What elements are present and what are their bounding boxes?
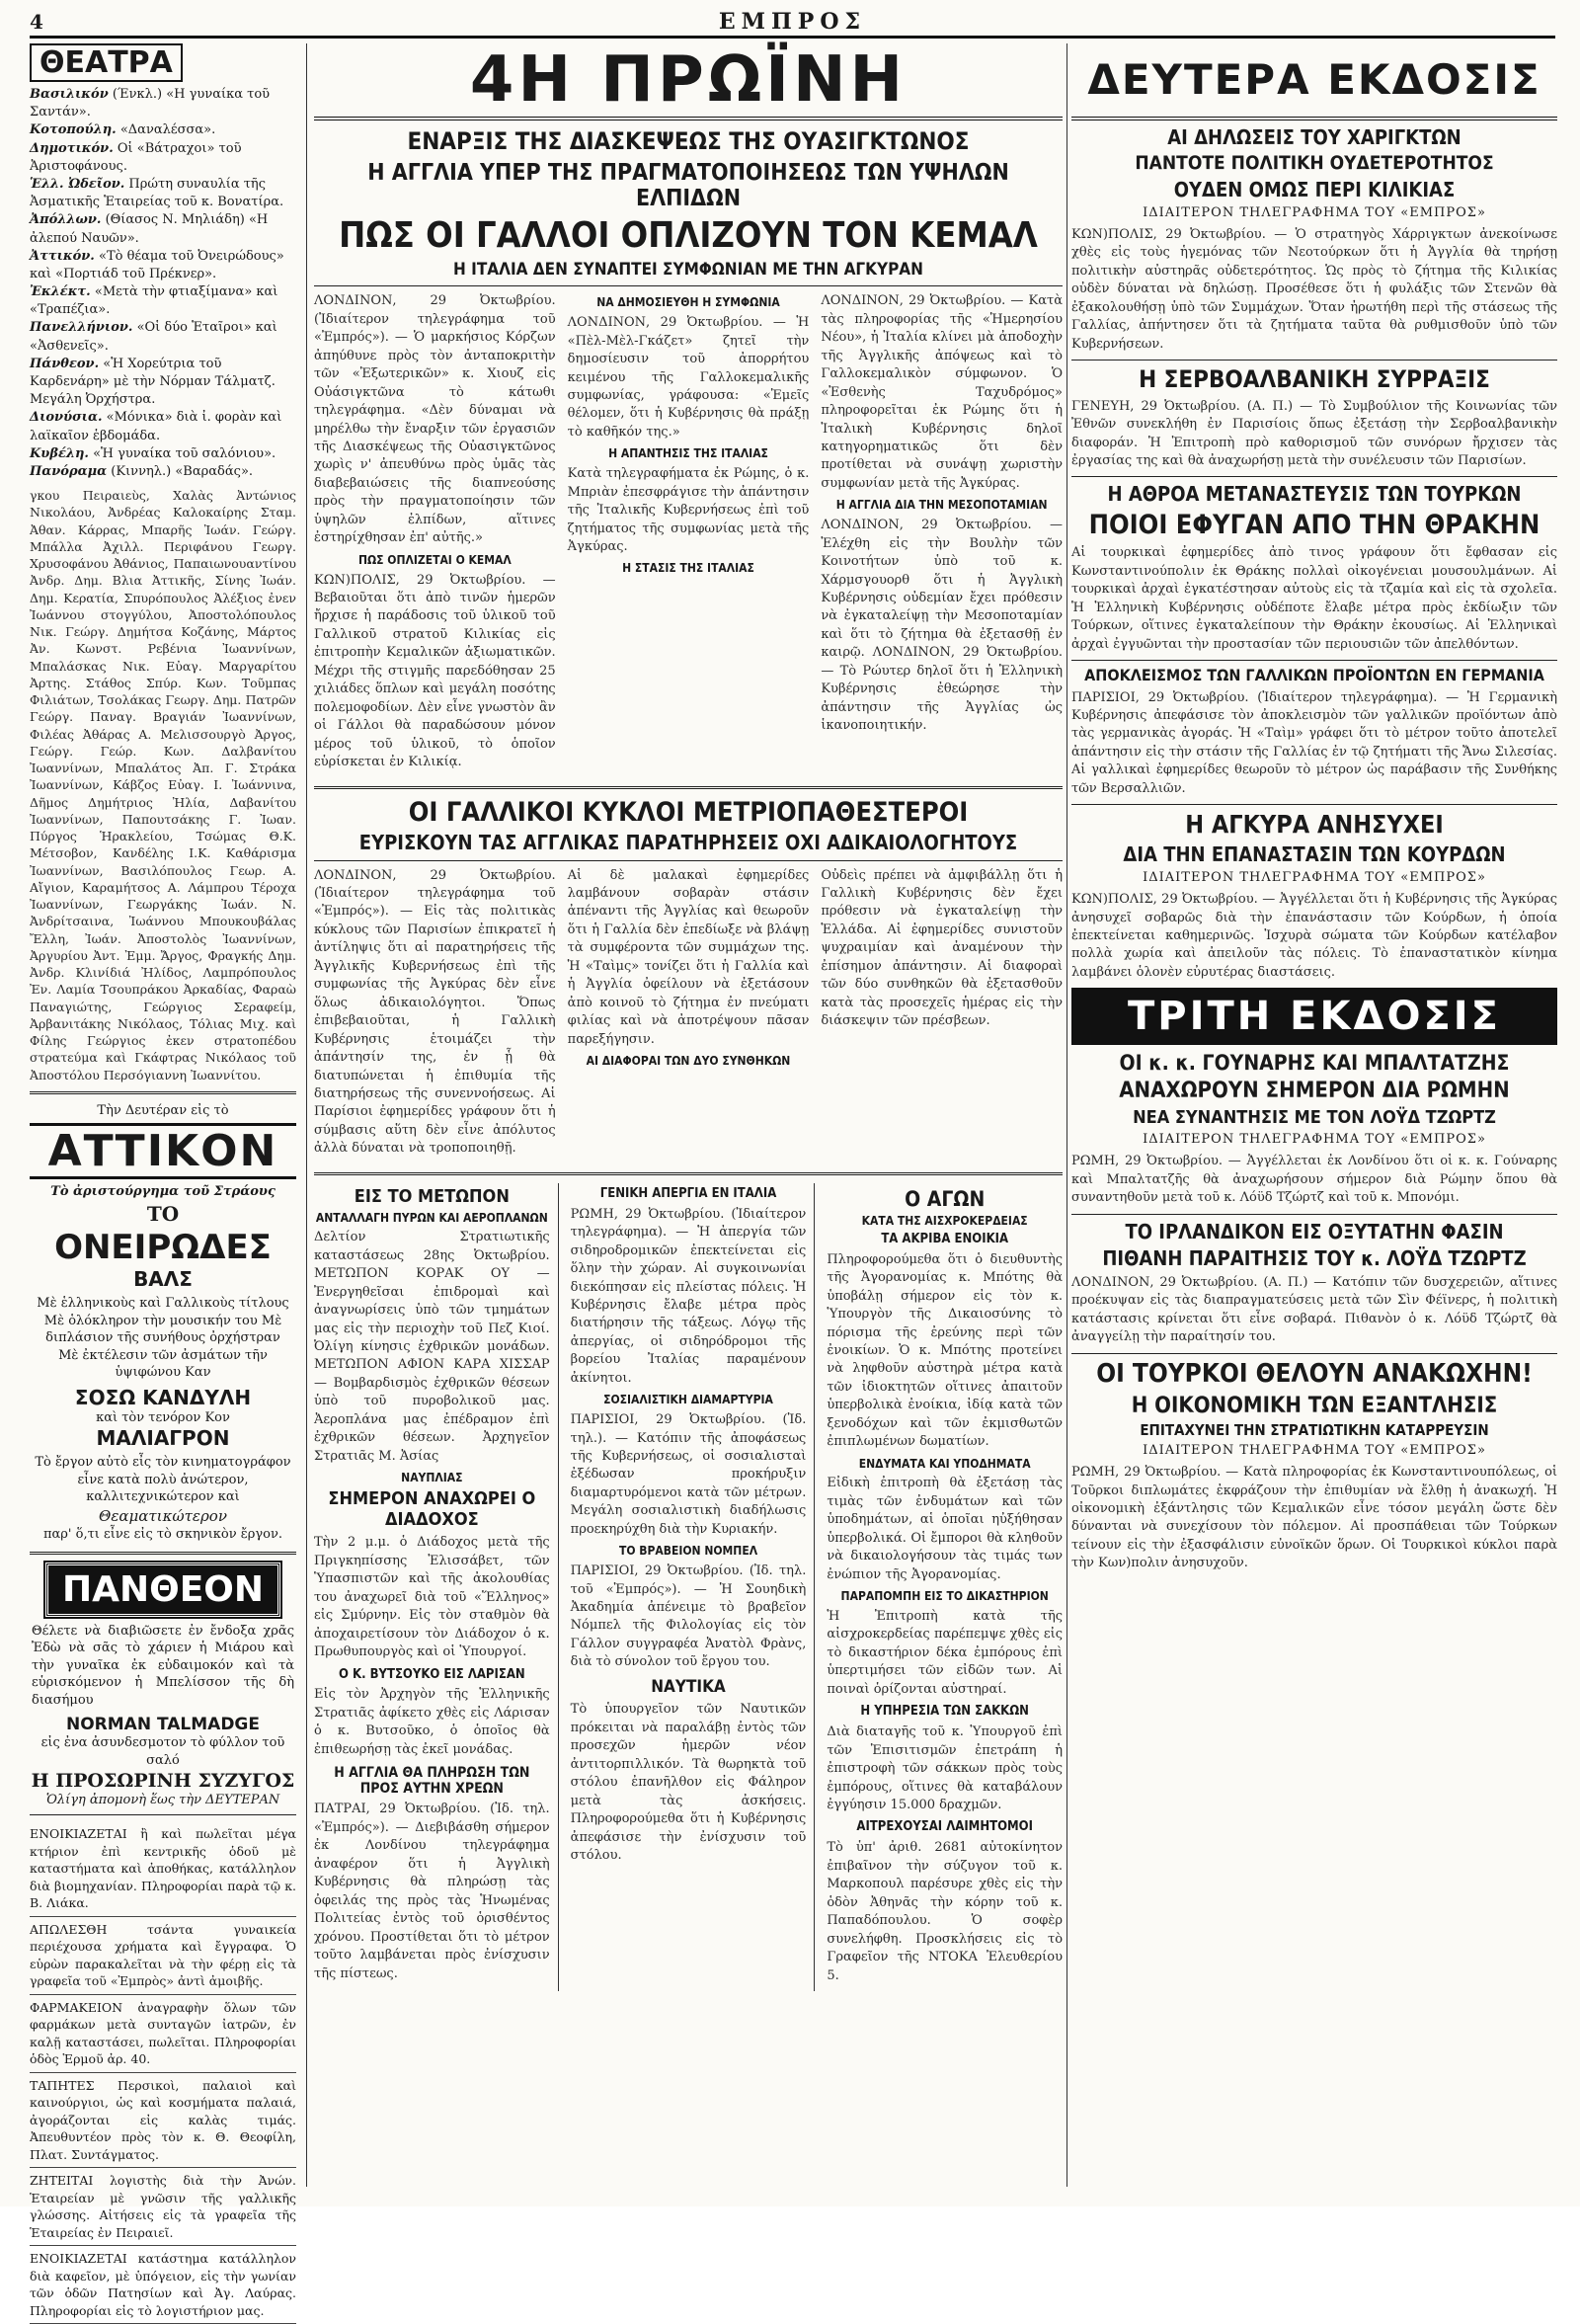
lead-text-1: ΛΟΝΔΙΝΟΝ, 29 Ὀκτωβρίου. (Ἰδιαίτερον τηλεγράφημα τοῦ «Ἐμπρός»). — Ὁ μαρκήσιος Κόρζων ἀπηύθυνε πρὸς τὸν ἀνταποκριτὴν τῶν «Ἐξωτερικῶν» κ. Χιουζ εἰς Οὐάσιγκτῶνα τὸ κάτωθι τηλεγράφημα. «Δὲν δύναμαι νὰ μηρέλθω τὴν ἔναρξιν τῶν ἐργασιῶν τῆς Διασκέψεως τῆς Οὐασιγκτῶνος χωρὶς ν' ἀπευθύνω πρὸς ὑμᾶς τὰς διαβεβαιώσεις τῆς διαπνεούσης πρὸς τὴν πραγματοποίησιν τῶν ὑψηλῶν ἐλπίδων, αἵτινες ἐστηρίχθησαν ἐπ' αὐτῆς.» <box>314 293 556 546</box>
theatres-heading: ΘΕΑΤΡΑ <box>30 43 183 82</box>
theatre-show: «Δαναλέσσα». <box>119 122 216 138</box>
theatre-listing <box>30 463 296 481</box>
theatre-show: (Ένκλ.) «Η γυναίκα τοῦ Σαντάν». <box>30 87 271 120</box>
strike-text: ΡΩΜΗ, 29 Ὀκτωβρίου. (Ἰδιαίτερον τηλεγράφημα). — Ἡ ἀπεργία τῶν σιδηροδρομικῶν ἐπεκτείνεται εἰς ὅλην τὴν χώραν. Αἱ συγκοινωνίαι διεκόπησαν εἰς πλείστας πόλεις. Ἡ Κυβέρνησις ἔλαβε μέτρα πρὸς διατήρησιν τῆς τάξεως. Λόγῳ τῆς ἀπεργίας, οἱ σιδηρόδρομοι τῆς βορείου Ἰταλίας παραμένουν ἀκίνητοι. <box>570 1206 807 1386</box>
pantheon-when: Ὁλίγη ἀπομονὴ ἕως τὴν ΔΕΥΤΕΡΑΝ <box>45 1792 280 1807</box>
t3-text: ΡΩΜΗ, 29 Ὀκτωβρίου. — Ἀγγέλλεται ἐκ Λονδίνου ὅτι οἱ κ. κ. Γούναρης καὶ Μπαλτατζῆς θὰ ἀναχωρήσουν σήμερον διὰ Ρώμην ὅπου θὰ συναντηθοῦν μετὰ τοῦ κ. Λόϋδ Τζώρτζ καὶ τοῦ κ. Μπονόμι. <box>1071 1154 1557 1206</box>
press-text-c: Οὐδεὶς πρέπει νὰ ἀμφιβάλλῃ ὅτι ἡ Γαλλικὴ Κυβέρνησις δὲν ἔχει πρόθεσιν νὰ ἐγκαταλείψῃ τὴν Ἑλλάδα. Αἱ ἐφημερίδες συνιστοῦν ψυχραιμίαν καὶ ἀναμένουν τὴν ἐπίσημον ἀπάντησιν. Αἱ διαφοραὶ τῶν δύο συνθηκῶν θὰ ἐξετασθοῦν κατὰ τὰς προσεχεῖς ἡμέρας εἰς τὴν διάσκεψιν τῶν πρέσβεων. <box>821 867 1064 1029</box>
press-story <box>314 867 1063 1164</box>
second-edition-banner: ΔΕΥΤΕΡΑ ΕΚΔΟΣΙΣ <box>1071 43 1557 120</box>
ank-title: Η ΑΓΚΥΡΑ ΑΝΗΣΥΧΕΙ <box>1185 810 1444 840</box>
front-subtitle: ΑΝΤΑΛΛΑΓΗ ΠΥΡΩΝ ΚΑΙ ΑΕΡΟΠΛΑΝΩΝ <box>315 1210 548 1225</box>
subhead-meso: Η ΑΓΓΛΙΑ ΔΙΑ ΤΗΝ ΜΕΣΟΠΟΤΑΜΙΑΝ <box>835 498 1048 513</box>
agon-subtitle-2: ΤΑ ΑΚΡΙΒΑ ΕΝΟΙΚΙΑ <box>881 1231 1009 1246</box>
pay-title: Η ΑΓΓΛΙΑ ΘΑ ΠΛΗΡΩΣΗ ΤΩΝ ΠΡΟΣ ΑΥΤΗΝ ΧΡΕΩΝ <box>334 1765 530 1798</box>
emig-text: Αἱ τουρκικαὶ ἐφημερίδες ἀπὸ τινος γράφουν ὅτι ἔφθασαν εἰς Κωνσταντινούπολιν ἐκ Θράκης πολλαὶ οἰκογένειαι μουσουλμάνων. Αἱ τουρκικαὶ ἀρχαὶ ἐγκατέστησαν αὐτοὺς εἰς τὰ τζαμία καὶ εἰς τὰ σχολεῖα. Ἡ Ἑλληνικὴ Κυβέρνησις οὐδέποτε ἔλαβε μέτρα πρὸς ἐκδίωξιν τῶν Τούρκων, οἵτινες ἐγκαταλείπουν τὴν Θράκην ἐκουσίως. Αἱ Ἑλληνικαὶ ἀρχαὶ ἐγγυῶνται τὴν προστασίαν τῶν περιουσιῶν τῶν ἀπελθόντων. <box>1071 545 1557 652</box>
subhead-publish: ΝΑ ΔΗΜΟΣΙΕΥΘΗ Η ΣΥΜΦΩΝΙΑ <box>596 295 780 310</box>
theatre-name: Ἑλλ. Ὠδεῖον. <box>30 176 125 192</box>
agon-subtitle-4: ΠΑΡΑΠΟΜΠΗ ΕΙΣ ΤΟ ΔΙΚΑΣΤΗΡΙΟΝ <box>840 1589 1049 1604</box>
headline-2: Η ΑΓΓΛΙΑ ΥΠΕΡ ΤΗΣ ΠΡΑΓΜΑΤΟΠΟΙΗΣΕΩΣ ΤΩΝ ΥΨΗΛΩΝ ΕΛΠΙΔΩΝ <box>367 159 1009 212</box>
ire-title-2: ΠΙΘΑΝΗ ΠΑΡΑΙΤΗΣΙΣ ΤΟΥ κ. ΛΟΫΔ ΤΖΩΡΤΖ <box>1102 1245 1527 1270</box>
pantheon-star: NORMAN TALMADGE <box>65 1715 260 1735</box>
naval-text: Τὸ ὑπουργεῖον τῶν Ναυτικῶν πρόκειται νὰ παραλάβῃ ἐντὸς τῶν προσεχῶν ἡμερῶν νέον ἀντιτορπιλλικόν. Τὰ θωρηκτὰ τοῦ στόλου ἐπανῆλθον εἰς Φάληρον μετὰ τὰς ἀσκήσεις. Πληροφορούμεθα ὅτι ἡ Κυβέρνησις ἀπεφάσισε τὴν ἐνίσχυσιν τοῦ στόλου. <box>570 1702 807 1863</box>
front-text: Δελτίον Στρατιωτικῆς καταστάσεως 28ης Ὀκτωβρίου. ΜΕΤΩΠΟΝ ΚΟΡΑΚ ΟΥ — Ἐνεργηθεῖσαι ἐπιδρομαὶ καὶ ἀναγνωρίσεις ὑπὸ τῶν τμημάτων μας εἰς τὴν περιοχὴν τοῦ Πεζ Κιοί. Ὀλίγη κίνησις ἐχθρικῶν μονάδων. ΜΕΤΩΠΟΝ ΑΦΙΟΝ ΚΑΡΑ ΧΙΣΣΑΡ — Βομβαρδισμὸς ἐχθρικῶν θέσεων ὑπὸ τοῦ πυροβολικοῦ μας. Ἀεροπλάνα μας ἐπέδραμον ἐπὶ ἐχθρικῶν θέσεων. Ἀρχηγεῖον Στρατιᾶς Μ. Ἀσίας <box>314 1230 550 1464</box>
attikon-desc: Μὲ ἑλληνικοὺς καὶ Γαλλικοὺς τίτλους Μὲ ὁλόκληρον τὴν μουσικήν του Μὲ διπλάσιον τῆς συνήθους ὀρχήστραν Μὲ ἐκτέλεσιν τῶν ἀσμάτων τῆν ὑψιφώνου Καν <box>37 1295 289 1381</box>
classified-ad: ΤΑΠΗΤΕΣ Περσικοὶ, παλαιοὶ καὶ καινούργιοι, ὡς καὶ κοσμήματα παλαιά, ἀγοράζονται εἰς καλὰς τιμάς. Ἀπευθυντέον πρὸς τὸν κ. Θ. Θεοφίλη, Πλατ. Συντάγματος. <box>30 2073 296 2169</box>
pantheon-desc: Θέλετε νὰ διαβιῶσετε ἐν ἔνδοξα χρᾶς Ἐδὼ νὰ σᾶς τὸ χάριεν ἡ Μιάρου καὶ τὴν γυναῖκα ἐκ εὐδαιμοκόν καὶ τὰ εὑρισκόμενον ἡ Μπελίσσον τῆς δὴ διασήμου <box>32 1623 294 1708</box>
pantheon-line: εἰς ἐνα ἀσυνδεσμοτον τὸ φύλλον τοῦ σαλό <box>40 1735 285 1768</box>
emig-title: Η ΑΘΡΟΑ ΜΕΤΑΝΑΣΤΕΥΣΙΣ ΤΩΝ ΤΟΥΡΚΩΝ <box>1107 482 1522 507</box>
r-headline-2: ΠΑΝΤΟΤΕ ΠΟΛΙΤΙΚΗ ΟΥΔΕΤΕΡΟΤΗΤΟΣ <box>1135 152 1494 174</box>
theatre-name: Ἐκλέκτ. <box>30 284 91 300</box>
edition-banner: 4Η ΠΡΩΪΝΗ <box>314 43 1063 120</box>
agon-title: Ο ΑΓΩΝ <box>905 1186 986 1211</box>
naval-title: ΝΑΥΤΙΚΑ <box>651 1676 726 1697</box>
front-title: ΕΙΣ ΤΟ ΜΕΤΩΠΟΝ <box>354 1185 510 1207</box>
theatre-name: Κοτοπούλη. <box>30 122 117 138</box>
emig-title-2: ΠΟΙΟΙ ΕΦΥΓΑΝ ΑΠΟ ΤΗΝ ΘΡΑΚΗΝ <box>1088 510 1540 541</box>
attikon-name: ΑΤΤΙΚΟΝ <box>30 1123 296 1179</box>
lead-text-2: ΚΩΝ)ΠΟΛΙΣ, 29 Ὀκτωβρίου. — Βεβαιοῦται ὅτι ἀπὸ τινῶν ἡμερῶν ἤρχισε ἡ παράδοσις τοῦ ὑλικοῦ τοῦ Γαλλικοῦ στρατοῦ Κιλικίας εἰς ἐπιτροπὴν Κεμαλικῶν ἀξιωματικῶν. Μέχρι τῆς στιγμῆς παρεδόθησαν 25 χιλιάδες ὅπλων καὶ μεγάλη ποσότης πολεμοφοδίων. Δὲν εἶνε γνωστὸν ἂν οἱ Γάλλοι θὰ παραδώσουν μόνον μέρος τοῦ ὑλικοῦ, τὸ ὁποῖον εὑρίσκεται ἐν Κιλικίᾳ. <box>314 572 556 770</box>
pantheon-ad <box>30 1563 296 1808</box>
pantheon-logo: ΠΑΝΘΕΟΝ <box>45 1563 280 1617</box>
classified-ad: ΕΝΟΙΚΙΑΖΕΤΑΙ κατάστημα κατάλληλον διὰ καφεῖον, μὲ ὑπόγειον, εἰς τὴν γωνίαν τῶν ὁδῶν Πατησίων καὶ Ἀγ. Λαύρας. Πληροφορίαι εἰς τὸ λογιστήριον μας. <box>30 2246 296 2324</box>
ank-text: ΚΩΝ)ΠΟΛΙΣ, 29 Ὀκτωβρίου. — Ἀγγέλλεται ὅτι ἡ Κυβέρνησις τῆς Ἀγκύρας ἀνησυχεῖ σοβαρῶς διὰ τὴν ἐπανάστασιν τῶν Κούρδων, ἡ ὁποία ἐπεκτείνεται καθημερινῶς. Ἰσχυρὰ σώματα τῶν Κούρδων κατέλαβον πολλὰ χωρία καὶ ἀπειλοῦν τὰς πόλεις. Τὸ ἐπαναστατικὸν κίνημα λαμβάνει ὁλονὲν εὐρυτέρας διαστάσεις. <box>1071 892 1557 980</box>
excl-title: ΑΠΟΚΛΕΙΣΜΟΣ ΤΩΝ ΓΑΛΛΙΚΩΝ ΠΡΟΪΟΝΤΩΝ ΕΝ ΓΕΡΜΑΝΙΑ <box>1084 666 1544 685</box>
theatre-listing <box>30 176 296 211</box>
subhead-stance: Η ΣΤΑΣΙΣ ΤΗΣ ΙΤΑΛΙΑΣ <box>622 561 754 576</box>
attikon-and: καὶ τὸν τενόρον Κον <box>96 1409 230 1425</box>
sacks-text: Διὰ διαταγῆς τοῦ κ. Ὑπουργοῦ ἐπὶ τῶν Ἐπισιτισμῶν ἐπετράπη ἡ ἐπιστροφὴ τῶν σάκκων πρὸς τοὺς ἐμπόρους, οἵτινες θὰ καταβάλουν ἐγγύησιν 15.000 δραχμῶν. <box>827 1724 1064 1813</box>
econ-byline: ΙΔΙΑΙΤΕΡΟΝ ΤΗΛΕΓΡΑΦΗΜΑ ΤΟΥ «ΕΜΠΡΟΣ» <box>1143 1443 1486 1459</box>
serb-text: ΓΕΝΕΥΗ, 29 Ὀκτωβρίου. (Α. Π.) — Τὸ Συμβούλιον τῆς Κοινωνίας τῶν Ἐθνῶν συνεκλήθη ἐν Παρισίοις ὅπως ἐξετάσῃ τὴν Σερβοαλβανικὴν διαφοράν. Ἡ Ἐπιτροπὴ πρὸ καθορισμοῦ τῶν συνόρων ἤρχισεν τὰς ἐργασίας της καὶ θὰ ἀναχωρήσῃ μετὰ τὴν συνέλευσιν τῶν Παρισίων. <box>1071 398 1557 468</box>
ank-title-2: ΔΙΑ ΤΗΝ ΕΠΑΝΑΣΤΑΣΙΝ ΤΩΝ ΚΟΥΡΔΩΝ <box>1123 842 1506 867</box>
theatre-listing <box>30 248 296 283</box>
r-headline-1: ΑΙ ΔΗΛΩΣΕΙΣ ΤΟΥ ΧΑΡΙΓΚΤΩΝ <box>1167 125 1462 149</box>
press-text-b: Αἱ δὲ μαλακαὶ ἐφημερίδες λαμβάνουν σοβαρὰν στάσιν ἀπέναντι τῆς Ἀγγλίας καὶ θεωροῦν ὅτι ἡ Γαλλία δὲν ἐπεδίωξε νὰ βλάψῃ τὰ συμφέροντα τῶν συμμάχων της. Ἡ «Ταὶμς» τονίζει ὅτι ἡ Γαλλία καὶ ἡ Ἀγγλία ὀφείλουν νὰ ἐξετάσουν ἀπὸ κοινοῦ τὸ ζήτημα ἐν πνεύματι φιλίας καὶ νὰ ἀποτρέψουν πᾶσαν παρεξήγησιν. <box>567 867 810 1047</box>
theatre-show: «Μετὰ τὴν φτιαξίμανα» καὶ «Τραπέζια». <box>30 284 278 318</box>
headline-1: ΕΝΑΡΞΙΣ ΤΗΣ ΔΙΑΣΚΕΨΕΩΣ ΤΗΣ ΟΥΑΣΙΓΚΤΩΝΟΣ <box>407 127 970 155</box>
column-rule <box>306 43 307 2187</box>
theatre-show: (Κιννηλ.) «Βαραδάς». <box>111 463 254 479</box>
masthead <box>30 8 1555 39</box>
attikon-artist: ΣΟΣΩ ΚΑΝΔΥΛΗ <box>74 1385 252 1409</box>
letter-text: Εἰς τὸν Ἀρχηγὸν τῆς Ἑλληνικῆς Στρατιᾶς ἀφίκετο χθὲς εἰς Λάρισαν ὁ κ. Βυτσοῦκο, ὁ ὁποῖος θὰ ἐπιθεωρήσῃ τὰς ἐκεῖ μονάδας. <box>314 1687 550 1757</box>
strike-title: ΓΕΝΙΚΗ ΑΠΕΡΓΙΑ ΕΝ ΙΤΑΛΙΑ <box>599 1185 777 1201</box>
depart-text: Τὴν 2 μ.μ. ὁ Διάδοχος μετὰ τῆς Πριγκηπίσσης Ἐλισσάβετ, τῶν Ὑπασπιστῶν καὶ τῆς ἀκολουθίας του ἀναχωρεῖ διὰ τοῦ «Ἕλληνος» εἰς Σμύρνην. Εἰς τὸν σταθμὸν θὰ ἀποχαιρετίσουν τὸν Διάδοχον ὁ κ. Πρωθυπουργὸς καὶ οἱ Ὑπουργοί. <box>314 1535 550 1660</box>
pantheon-film: Η ΠΡΟΣΩΡΙΝΗ ΣΥΖΥΓΟΣ <box>31 1769 295 1792</box>
theatre-name: Βασιλικόν <box>30 87 109 102</box>
attikon-tail: παρ' ὅ,τι εἶνε εἰς τὸ σκηνικὸν ἔργον. <box>42 1527 283 1543</box>
press-subhead: ΑΙ ΔΙΑΦΟΡΑΙ ΤΩΝ ΔΥΟ ΣΥΝΘΗΚΩΝ <box>586 1054 791 1069</box>
center-column <box>314 43 1063 1991</box>
theatre-name: Ἀπόλλων. <box>30 212 102 228</box>
pay-text: ΠΑΤΡΑΙ, 29 Ὀκτωβρίου. (Ἰδ. τηλ. «Ἐμπρός»). — Διεβιβάσθη σήμερον ἐκ Λονδίνου τηλεγράφημα ἀναφέρον ὅτι ἡ Ἀγγλικὴ Κυβέρνησις θὰ πληρώσῃ τὰς ὀφειλάς της πρὸς τὰς Ἡνωμένας Πολιτείας ἐντὸς τοῦ ὁρισθέντος χρόνου. Προστίθεται ὅτι τὸ μέτρον τοῦτο λαμβάνεται πρὸς ἐνίσχυσιν τῆς πίστεως. <box>314 1802 550 1981</box>
lead-text-4: Κατὰ τηλεγραφήματα ἐκ Ρώμης, ὁ κ. Μπριὰν ἐπεσφράγισε τὴν ἀπάντησιν τῆς Ἰταλικῆς Κυβερνήσεως ἐπὶ τοῦ ζητήματος τῆς συμφωνίας μετὰ τῆς Ἀγκύρας. <box>567 466 810 554</box>
theatre-show: Πρώτη συναυλία τῆς Ἀσματικῆς Ἑταιρείας τοῦ κ. Βονατίρα. <box>30 176 284 210</box>
agon-text-2: Εἰδικὴ ἐπιτροπὴ θὰ ἐξετάσῃ τὰς τιμὰς τῶν ἐνδυμάτων καὶ τῶν ὑποδημάτων, αἱ ὁποῖαι ηὐξήθησαν ὑπερβολικά. Οἱ ἔμποροι θὰ κληθοῦν νὰ δικαιολογήσουν τὰς τιμάς των ἐνώπιον τῆς Ἀγορανομίας. <box>827 1476 1064 1582</box>
theatre-name: Πανόραμα <box>30 463 108 479</box>
t3-byline: ΙΔΙΑΙΤΕΡΟΝ ΤΗΛΕΓΡΑΦΗΜΑ ΤΟΥ «ΕΜΠΡΟΣ» <box>1143 1132 1486 1148</box>
attikon-note: Τὸ ἔργον αὐτὸ εἶς τὸν κινηματογράφον εἶνε κατὰ πολὺ ἀνώτερον, καλλιτεχνικώτερον καὶ <box>35 1455 291 1505</box>
theatre-listing <box>30 86 296 121</box>
t3-headline-2: ΑΝΑΧΩΡΟΥΝ ΣΗΜΕΡΟΝ ΔΙΑ ΡΩΜΗΝ <box>1119 1079 1510 1104</box>
r-headline-3: ΟΥΔΕΝ ΟΜΩΣ ΠΕΡΙ ΚΙΛΙΚΙΑΣ <box>1173 177 1456 201</box>
nobel-text: ΠΑΡΙΣΙΟΙ, 29 Ὀκτωβρίου. (Ἰδ. τηλ. τοῦ «Ἐμπρός»). — Ἡ Σουηδικὴ Ἀκαδημία ἀπένειμε τὸ βραβεῖον Νόμπελ τῆς Φιλολογίας εἰς τὸν Γάλλον συγγραφέα Ἀνατὸλ Φρὰνς, διὰ τὸ σύνολον τοῦ ἔργου του. <box>570 1563 807 1670</box>
theatre-show: «Ἡ γυναίκα τοῦ σαλόνιου». <box>93 445 276 461</box>
press-headline-2: ΕΥΡΙΣΚΟΥΝ ΤΑΣ ΑΓΓΛΙΚΑΣ ΠΑΡΑΤΗΡΗΣΕΙΣ ΟΧΙ ΑΔΙΚΑΙΟΛΟΓΗΤΟΥΣ <box>358 830 1018 854</box>
soc-title: ΣΟΣΙΑΛΙΣΤΙΚΗ ΔΙΑΜΑΡΤΥΡΙΑ <box>603 1393 773 1407</box>
attikon-word: Θεαματικώτερον <box>99 1506 227 1525</box>
thief-title: ΑΙΤΡΕΧΟΥΣΑΙ ΛΑΙΜΗΤΟΜΟΙ <box>856 1819 1033 1835</box>
attikon-show2: ΒΑΛΣ <box>133 1266 193 1291</box>
excl-text: ΠΑΡΙΣΙΟΙ, 29 Ὀκτωβρίου. (Ἰδιαίτερον τηλεγράφημα). — Ἡ Γερμανικὴ Κυβέρνησις ἀπεφάσισε τὸν ἀποκλεισμὸν τῶν γαλλικῶν προϊόντων ἀπὸ τὰς γερμανικὰς ἀγοράς. Ἡ «Ταὶμ» γράφει ὅτι τὸ μέτρον τοῦτο ἀποτελεῖ ἀπάντησιν εἰς τὴν στάσιν τῆς Γαλλίας ἐν τῷ ζητήματι τῆς Ἄνω Σιλεσίας. Αἱ γαλλικαὶ ἐφημερίδες θεωροῦν τὸ μέτρον ὡς παράβασιν τῆς Συνθήκης τῶν Βερσαλλιῶν. <box>1071 689 1557 796</box>
soc-text: ΠΑΡΙΣΙΟΙ, 29 Ὀκτωβρίου. (Ἰδ. τηλ.). — Κατόπιν τῆς ἀποφάσεως τῆς Κυβερνήσεως, οἱ σοσιαλισταὶ ἐξέδωσαν προκήρυξιν διαμαρτυρόμενοι κατὰ τῶν μέτρων. Μεγάλη σοσιαλιστικὴ διαδήλωσις προεκηρύχθη διὰ τὴν Κυριακήν. <box>570 1412 807 1537</box>
lead-text-6: ΛΟΝΔΙΝΟΝ, 29 Ὀκτωβρίου. — Ἐλέχθη εἰς τὴν Βουλὴν τῶν Κοινοτήτων ὑπὸ τοῦ κ. Χάρμσγουορθ ὅτι ἡ Ἀγγλικὴ Κυβέρνησις οὐδεμίαν ἔχει πρόθεσιν νὰ ἐγκαταλείψῃ τὴν Μεσοποταμίαν καὶ ὅτι τὸ ζήτημα θὰ ἐξετασθῇ ἐν καιρῷ. ΛΟΝΔΙΝΟΝ, 29 Ὀκτωβρίου. — Τὸ Ρώυτερ δηλοῖ ὅτι ἡ Ἑλληνικὴ Κυβέρνησις ἐθεώρησε τὴν ἀπάντησιν τῆς Ἀγγλίας ὡς ἱκανοποιητικήν. <box>821 518 1064 734</box>
econ-title-2: ΕΠΙΤΑΧΥΝΕΙ ΤΗΝ ΣΤΡΑΤΙΩΤΙΚΗΝ ΚΑΤΑΡΡΕΥΣΙΝ <box>1140 1420 1489 1439</box>
headline-4: Η ΙΤΑΛΙΑ ΔΕΝ ΣΥΝΑΠΤΕΙ ΣΥΜΦΩΝΙΑΝ ΜΕ ΤΗΝ ΑΓΚΥΡΑΝ <box>453 259 923 280</box>
serb-title: Η ΣΕΡΒΟΑΛΒΑΝΙΚΗ ΣΥΡΡΑΞΙΣ <box>1139 365 1490 394</box>
econ-title: Η ΟΙΚΟΝΟΜΙΚΗ ΤΩΝ ΕΞΑΝΤΛΗΣΙΣ <box>1131 1393 1498 1418</box>
press-headline: ΟΙ ΓΑΛΛΙΚΟΙ ΚΥΚΛΟΙ ΜΕΤΡΙΟΠΑΘΕΣΤΕΡΟΙ <box>408 796 969 828</box>
theatre-listing <box>30 445 296 463</box>
econ-text: ΡΩΜΗ, 29 Ὀκτωβρίου. — Κατὰ πληροφορίας ἐκ Κωνσταντινουπόλεως, οἱ Τοῦρκοι διπλωμάτες ἐκφράζουν τὴν ἐπιθυμίαν νὰ ἔλθῃ ἡ ἀνακωχή. Ἡ οἰκονομικὴ ἐξάντλησις τῶν Κεμαλικῶν εἶνε τόσον μεγάλη ὥστε δὲν δύνανται νὰ συνεχίσουν τὸν πόλεμον. Αἱ προσπάθειαι τῶν Τούρκων τείνουν εἰς τὴν ἐξασφάλισιν εὐνοϊκῶν ὅρων. Οἱ Τουρκικοὶ κύκλοι παρὰ τὴν Κων)πολιν ἀνησυχοῦν. <box>1071 1465 1557 1571</box>
agon-subtitle: ΚΑΤΑ ΤΗΣ ΑΙΣΧΡΟΚΕΡΔΕΙΑΣ <box>861 1213 1028 1228</box>
attikon-tag: Τὸ ἀριστούργημα τοῦ Στράους <box>50 1184 276 1200</box>
theatre-listing <box>30 319 296 355</box>
ire-text: ΛΟΝΔΙΝΟΝ, 29 Ὀκτωβρίου. (Α. Π.) — Κατόπιν τῶν δυσχερειῶν, αἵτινες προέκυψαν εἰς τὰς διαπραγματεύσεις μετὰ τῶν Σὶν Φέϊνερς, ἡ πολιτικὴ κατάστασις κρίνεται ὅτι εἶνε σοβαρά. Πιθανὸν ὁ κ. Λόϋδ Τζώρτζ θὰ ἀναγγείλῃ τὴν παραίτησίν του. <box>1071 1274 1557 1345</box>
r-byline: ΙΔΙΑΙΤΕΡΟΝ ΤΗΛΕΓΡΑΦΗΜΑ ΤΟΥ «ΕΜΠΡΟΣ» <box>1143 204 1486 220</box>
thief-text: Τὸ ὑπ' ἀριθ. 2681 αὐτοκίνητον ἐπιβαῖνον τὴν σύζυγον τοῦ κ. Μαρκοπουλ παρέσυρε χθὲς εἰς τὴν ὁδὸν Ἀθηνᾶς τὴν κόρην τοῦ κ. Παπαδόπουλου. Ὁ σοφὲρ συνελήφθη. Προσκλήσεις εἰς τὸ Γραφεῖον τῆς ΝΤΟΚΑ Ἐλευθερίου 5. <box>827 1840 1064 1983</box>
theatres-list <box>30 86 296 481</box>
press-text-a: ΛΟΝΔΙΝΟΝ, 29 Ὀκτωβρίου. (Ἰδιαίτερον τηλεγράφημα τοῦ «Ἐμπρός»). — Εἰς τὰς πολιτικὰς κύκλους τῶν Παρισίων ἐπικρατεῖ ἡ ἀντίληψις ὅτι αἱ παρατηρήσεις τῆς Ἀγγλικῆς Κυβερνήσεως ἐπὶ τῆς συμφωνίας τῆς Ἀγκύρας δὲν εἶνε ὅλως ἀδικαιολόγητοι. Ὅπως ἐπιβεβαιοῦται, ἡ Γαλλικὴ Κυβέρνησις ἑτοιμάζει τὴν ἀπάντησίν της, ἐν ᾗ θὰ διατυπώνεται ἡ ἐπιθυμία τῆς διατηρήσεως τῆς συνεννοήσεως. Αἱ Παρίσιοι ἐφημερίδες γράφουν ὅτι ἡ σύμβασις αὕτη δὲν εἶνε ἀπόλυτος ἀλλὰ δύναται νὰ τροποποιηθῇ. <box>314 867 556 1157</box>
attikon-show: ΟΝΕΙΡΩΔΕΣ <box>54 1227 272 1267</box>
theatre-name: Δημοτικόν. <box>30 140 114 156</box>
theatre-name: Διονύσια. <box>30 410 103 426</box>
classified-ad: ΖΗΤΕΙΤΑΙ λογιστὴς διὰ τὴν Ἀνών. Ἑταιρείαν μὲ γνῶσιν τῆς γαλλικῆς γλώσσης. Αἰτήσεις εἰς τὰ γραφεῖα τῆς Ἑταιρείας ἐν Πειραιεῖ. <box>30 2168 296 2246</box>
names-paragraph: γκου Πειραιεὺς, Χαλὰς Ἀντώνιος Νικολάου, Ἀνδρέας Καλοκαίρης Σταμ. Ἀθαν. Κάρρας, Μπαρῆς Ἰωάν. Γεώργ. Μπάλλα Ἀχιλλ. Περιφάνου Γεωργ. Χρυσοφάνου Ἀθάνιος, Παπαιωνουαντίνου Ἀνδρ. Δημ. Βλια Ἀττικῆς, Σίνης Ἰωάν. Δημ. Κερατία, Σπυρόπουλος Ἀλέξιος ἐνεν Ἰωάννου στογγύλου, Ἀποστολόπουλος Νικ. Γεώργ. Δημήτσα Κοζάνης, Μάρτος Ἀν. Κωνστ. Ρεβένια Ἰωαννίνων, Μπαλάσκας Νικ. Εὐαγ. Μαργαρίτου Ἀρτης. Στάθος Σπύρ. Κων. Τοῦμπας Φιλιάτων, Τσολάκας Γεωργ. Δημ. Πατρῶν Γεώργ. Παναγ. Βραγιάν Ἰωαννίνων, Φιλέας Ἀθάρας Α. Μελισσουργὸ Ἀργος, Γεώργ. Γεώρ. Κων. Δαλβανίτου Ἰωαννίνων, Μπαλάτος Ἀπ. Γ. Στράκα Ἰωαννίνων, Κάβζος Εὐαγ. Ι. Ἰωάννινα, Δῆμος Δημήτριος Ἠλία, Δαβανίτου Ἰωαννίνων, Παπουτσάκης Γ. Ἰωαν. Πύργος Ἡρακλείου, Τσώμας Θ.Κ. Μέτσοβον, Κανδέλης Ι.Κ. Καθάρισμα Ἰωαννίνων, Βασιλόπουλος Γεωρ. Α. Αἴγιον, Καραμήτσος Α. Λάμπρου Τέροχα Ἰωαννίνων, Γεωργάκης Ἰωάν. Ν. Ἀνδρίτσαινα, Ἰωάννου Μπουκουβάλας Ἔλλη, Ἰωάν. Ἀποστολὸς Ἰωαννίνων, Ἀργυρίου Ἀντ. Ἐμμ. Ἄργος, Φραγκής Δημ. Ἀνδρ. Κλινίδιά Ἠλίδος, Λαμπρόπουλος Ἐν. Λαμία Τσουπράκου Ἀρκαδίας, Φαραὼ Παναγιώτης, Γεώργιος Σεραφείμ, Ἀρβανιτάκης Νικόλαος, Τόλιας Μιχ. καὶ Φίλης Γεώργιος ἐκεν στρατοπέδου στρατεύμα καὶ Γκάφτρας Νικόλαος τοῦ Ἀποστόλου Περσόγιαννη Ἰωαννίτου. <box>30 488 296 1082</box>
classified-ad: ΕΝΟΙΚΙΑΖΕΤΑΙ ἢ καὶ πωλεῖται μέγα κτήριον ἐπὶ κεντρικῆς ὁδοῦ μὲ καταστήματα καὶ ἀποθήκας, κατάλληλον διὰ βιομηχανίαν. Πληροφορίαι παρὰ τῷ κ. Β. Λιάκα. <box>30 1821 296 1917</box>
third-edition-banner: ΤΡΙΤΗ ΕΚΔΟΣΙΣ <box>1071 988 1557 1045</box>
agon-subtitle-3: ΕΝΔΥΜΑΤΑ ΚΑΙ ΥΠΟΔΗΜΑΤΑ <box>858 1456 1031 1471</box>
lead-story <box>314 292 1063 777</box>
theatre-name: Ἀττικόν. <box>30 248 95 264</box>
agon-text-3: Ἡ Ἐπιτροπὴ κατὰ τῆς αἰσχροκερδείας παρέπεμψε χθὲς εἰς τὸ δικαστήριον δέκα ἐμπόρους ἐπὶ ὑπερτιμήσει τῶν εἰδῶν των. Αἱ ποιναὶ ὁρίζονται αὐστηραί. <box>827 1609 1064 1697</box>
page-number: 4 <box>30 10 43 34</box>
theatre-name: Πάνθεον. <box>30 356 100 371</box>
attikon-artist2: ΜΑΛΙΑΓΡΟΝ <box>96 1426 230 1451</box>
agon-text: Πληροφορούμεθα ὅτι ὁ διευθυντὴς τῆς Ἀγορανομίας κ. Μπότης θὰ ὑποβάλῃ σήμερον εἰς τὸν κ. Ὑπουργὸν τῆς Δικαιοσύνης τὸ πόρισμα τῆς ἐρεύνης περὶ τῶν ἐνοικίων. Ὁ κ. Μπότης προτείνει νὰ ληφθοῦν αὐστηρὰ μέτρα κατὰ τῶν ἰδιοκτητῶν οἵτινες ἀπαιτοῦν ὑπερβολικὰ ἐνοίκια, ἰδίᾳ κατὰ τῶν ξενοδόχων καὶ τῶν ἐκμισθωτῶν ἐπιπλωμένων δωματίων. <box>827 1251 1064 1450</box>
theatre-listing <box>30 409 296 444</box>
theatre-show: «Τὸ θέαμα τοῦ Ὀνειρώδους» καὶ «Πορτιάδ τοῦ Πρέκνερ». <box>30 248 284 281</box>
t3-headline-1: ΟΙ κ. κ. ΓΟΥΝΑΡΗΣ ΚΑΙ ΜΠΑΛΤΑΤΖΗΣ <box>1119 1051 1510 1076</box>
attikon-ad <box>30 1102 296 1544</box>
ire-title: ΤΟ ΙΡΛΑΝΔΙΚΟΝ ΕΙΣ ΟΞΥΤΑΤΗΝ ΦΑΣΙΝ <box>1125 1219 1504 1243</box>
theatre-name: Πανελλήνιον. <box>30 320 133 336</box>
theatre-show: «Μόνικα» διὰ ἰ. φορὰν καὶ λαϊκαῖον ἑβδομάδα. <box>30 410 282 443</box>
theatre-listing <box>30 121 296 139</box>
nobel-title: ΤΟ ΒΡΑΒΕΙΟΝ ΝΟΜΠΕΛ <box>618 1544 758 1559</box>
theatre-listing <box>30 211 296 247</box>
sacks-title: Η ΥΠΗΡΕΣΙΑ ΤΩΝ ΣΑΚΚΩΝ <box>860 1704 1029 1720</box>
theatre-name: Κυβέλη. <box>30 445 89 461</box>
classified-ad: ΑΠΩΛΕΣΘΗ τσάντα γυναικεία περιέχουσα χρήματα καὶ ἔγγραφα. Ὁ εὑρὼν παρακαλεῖται νὰ τὴν φέρῃ εἰς τὰ γραφεῖα τοῦ «Ἐμπρὸς» ἀντὶ ἀμοιβῆς. <box>30 1917 296 1995</box>
lead-text-5: ΛΟΝΔΙΝΟΝ, 29 Ὀκτωβρίου. — Κατὰ τὰς πληροφορίας τῆς «Ἡμερησίου Νέου», ἡ Ἰταλία κλίνει μὰ ἀποδοχὴν τῆς Ἀγγλικῆς ἀπόψεως καὶ τὸ Γαλλοκεμαλικὸν σύμφωνον. Ὁ «Ἐσθενὴς Ταχυδρόμος» πληροφορεῖται ἐκ Ρώμης ὅτι ἡ Ἰταλικὴ Κυβέρνησις δηλοῖ κατηγορηματικῶς ὅτι δὲν προτίθεται νὰ συνάψῃ χωριστὴν συμφωνίαν μετὰ τῆς Ἀγκύρας. <box>821 293 1064 491</box>
left-column <box>30 43 296 2324</box>
headline-3: ΠΩΣ ΟΙ ΓΑΛΛΟΙ ΟΠΛΙΖΟΥΝ ΤΟΝ ΚΕΜΑΛ <box>339 215 1038 257</box>
letter-title: Ο Κ. ΒΥΤΣΟΥΚΟ ΕΙΣ ΛΑΡΙΣΑΝ <box>339 1666 525 1682</box>
r-text-1: ΚΩΝ)ΠΟΛΙΣ, 29 Ὀκτωβρίου. — Ὁ στρατηγὸς Χάρριγκτων ἀνεκοίνωσε χθὲς εἰς τοὺς ἡγεμόνας τῶν Νεοτούρκων ὅτι ἡ Ἀγγλία θὰ τηρήσῃ πολιτικὴν αὐστηρᾶς οὐδετερότητος. Ὡς πρὸς τὸ ζήτημα τῆς Κιλικίας οὐδὲν δύναται νὰ δηλώσῃ. Προσέθεσε ὅτι ἡ φυλάξις τῶν Στενῶν θὰ ἐξακολουθήσῃ ὑπὸ τῶν Συμμάχων. Ὅταν ἠρωτήθη περὶ τῆς στάσεως τῆς Γαλλίας, ἀπήντησεν ὅτι τὰ ζητήματα ταῦτα θὰ ρυθμισθοῦν ὑπὸ τῶν Κυβερνήσεων. <box>1071 226 1557 352</box>
lower-stories <box>314 1183 1063 1991</box>
turk-title: ΟΙ ΤΟΥΡΚΟΙ ΘΕΛΟΥΝ ΑΝΑΚΩΧΗΝ! <box>1096 1358 1533 1389</box>
ank-byline: ΙΔΙΑΙΤΕΡΟΝ ΤΗΛΕΓΡΑΦΗΜΑ ΤΟΥ «ΕΜΠΡΟΣ» <box>1143 870 1486 886</box>
theatre-show: «Οἱ δύο Ἑταῖροι» καὶ «Ἀσθενεῖς». <box>30 320 277 354</box>
newspaper-title: ΕΜΠΡΟΣ <box>718 9 867 35</box>
depart-title: ΣΗΜΕΡΟΝ ΑΝΑΧΩΡΕΙ Ο ΔΙΑΔΟΧΟΣ <box>328 1488 536 1530</box>
theatre-show: Οἱ «Βάτραχοι» τοῦ Ἀριστοφάνους. <box>30 140 242 174</box>
classified-ad: ΦΑΡΜΑΚΕΙΟΝ ἀναγραφὴν ὅλων τῶν φαρμάκων μετὰ συνταγῶν ἰατρῶν, ἐν καλῇ καταστάσει, πωλεῖται. Πληροφορίαι ὁδὸς Ἑρμοῦ ἀρ. 40. <box>30 1995 296 2073</box>
theatre-listing <box>30 356 296 410</box>
attikon-the: ΤΟ <box>146 1201 180 1226</box>
theatre-show: «Ἡ Χορεύτρια τοῦ Καρδενάρη» μὲ τὴν Νόρμαν Τάλματζ. Μεγάλη Ὀρχήστρα. <box>30 356 276 408</box>
attikon-pre: Τὴν Δευτέραν εἰς τὸ <box>97 1102 229 1118</box>
column-rule <box>1066 43 1067 2187</box>
theatre-show: (Θίασος Ν. Μηλιάδη) «Η ἀλεπού Ναυῶν». <box>30 212 269 246</box>
classifieds <box>30 1821 296 2324</box>
depart-top: ΝΑΥΠΛΙΑΣ <box>401 1471 463 1485</box>
lead-text-3: ΛΟΝΔΙΝΟΝ, 29 Ὀκτωβρίου. — Ἡ «Πὲλ-Μὲλ-Γκάζετ» ζητεῖ τὴν δημοσίευσιν τοῦ ἀπορρήτου κειμένου τῆς Γαλλοκεμαλικῆς συμφωνίας, γράφουσα: «Ἐμεῖς θέλομεν, ὅτι ἡ Κυβέρνησις θὰ πράξῃ τὸ καθῆκόν της.» <box>567 315 810 440</box>
right-column <box>1071 43 1557 1579</box>
theatre-listing <box>30 140 296 176</box>
t3-headline-3: ΝΕΑ ΣΥΝΑΝΤΗΣΙΣ ΜΕ ΤΟΝ ΛΟΫΔ ΤΖΩΡΤΖ <box>1133 1106 1496 1128</box>
theatre-listing <box>30 283 296 319</box>
subhead-how: ΠΩΣ ΟΠΛΙΖΕΤΑΙ Ο ΚΕΜΑΛ <box>357 552 512 567</box>
subhead-reply: Η ΑΠΑΝΤΗΣΙΣ ΤΗΣ ΙΤΑΛΙΑΣ <box>608 446 768 461</box>
